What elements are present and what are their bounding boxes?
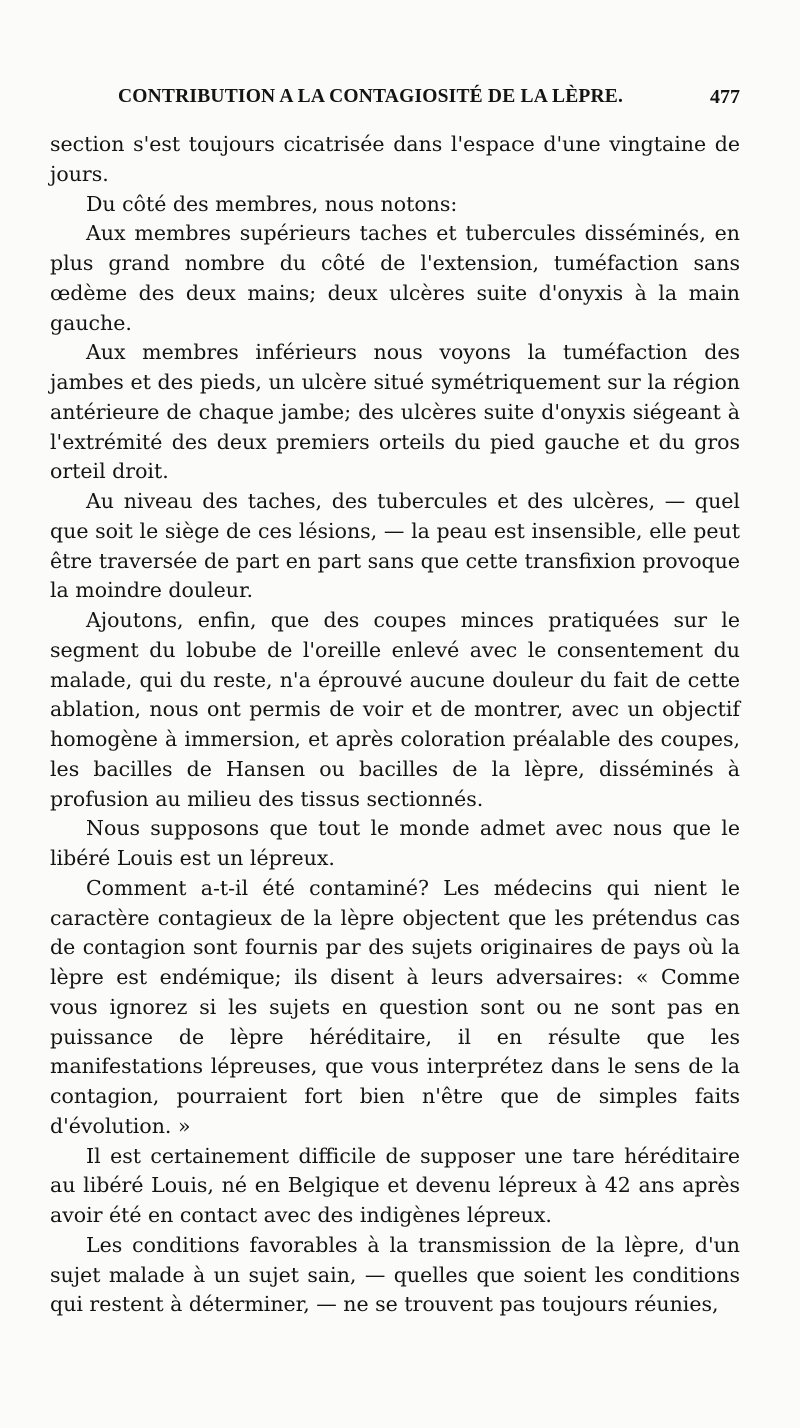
running-title: CONTRIBUTION A LA CONTAGIOSITÉ DE LA LÈPRE. [118, 86, 624, 107]
paragraph-1: section s'est toujours cicatrisée dans l'espace d'une vingtaine de jours. [50, 132, 740, 186]
paragraph-10: Les conditions favorables à la transmission de la lèpre, d'un sujet malade à un sujet sain, — quelles que soient les conditions qui restent à déterminer, — ne se trouvent pas toujours réunies, [50, 1232, 740, 1317]
page-header [118, 86, 740, 116]
paragraph-9: Il est certainement difficile de supposer une tare héréditaire au libéré Louis, né en Belgique et devenu lépreux à 42 ans après avoir été en contact avec des indigènes lépreux. [50, 1143, 740, 1227]
paragraph-3: Aux membres supérieurs taches et tubercules disséminés, en plus grand nombre du côté de l'extension, tuméfaction sans œdème des deux mains; deux ulcères suite d'onyxis à la main gauche. [50, 221, 740, 335]
page-number: 477 [710, 86, 740, 108]
paragraph-2: Du côté des membres, nous notons: [86, 191, 458, 216]
paragraph-8: Comment a-t-il été contaminé? Les médecins qui nient le caractère contagieux de la lèpre objectent que les prétendus cas de contagion sont fournis par des sujets originaires de pays où la lèpre est endémique; ils disent à leurs adversaires: « Comme vous ignorez si les sujets en question sont ou ne sont pas en puissance de lèpre héréditaire, il en résulte que les manifestations lépreuses, que vous interprétez dans le sens de la contagion, pourraient fort bien n'être que de simples faits d'évolution. » [50, 875, 740, 1138]
paragraph-5: Au niveau des taches, des tubercules et des ulcères, — quel que soit le siège de ces lésions, — la peau est insensible, elle peut être traversée de part en part sans que cette transfixion provoque la moindre douleur. [50, 489, 740, 603]
body-text [50, 130, 740, 1320]
paragraph-6: Ajoutons, enfin, que des coupes minces pratiquées sur le segment du lobube de l'oreille enlevé avec le consentement du malade, qui du reste, n'a éprouvé aucune douleur du fait de cette ablation, nous ont permis de voir et de montrer, avec un objectif homogène à immersion, et après coloration préalable des coupes, les bacilles de Hansen ou bacilles de la lèpre, disséminés à profusion au milieu des tissus sectionnés. [50, 608, 740, 811]
paragraph-4: Aux membres inférieurs nous voyons la tuméfaction des jambes et des pieds, un ulcère situé symétriquement sur la région antérieure de chaque jambe; des ulcères suite d'onyxis siégeant à l'extrémité des deux premiers orteils du pied gauche et du gros orteil droit. [50, 340, 740, 484]
paragraph-7: Nous supposons que tout le monde admet avec nous que le libéré Louis est un lépreux. [50, 816, 740, 870]
